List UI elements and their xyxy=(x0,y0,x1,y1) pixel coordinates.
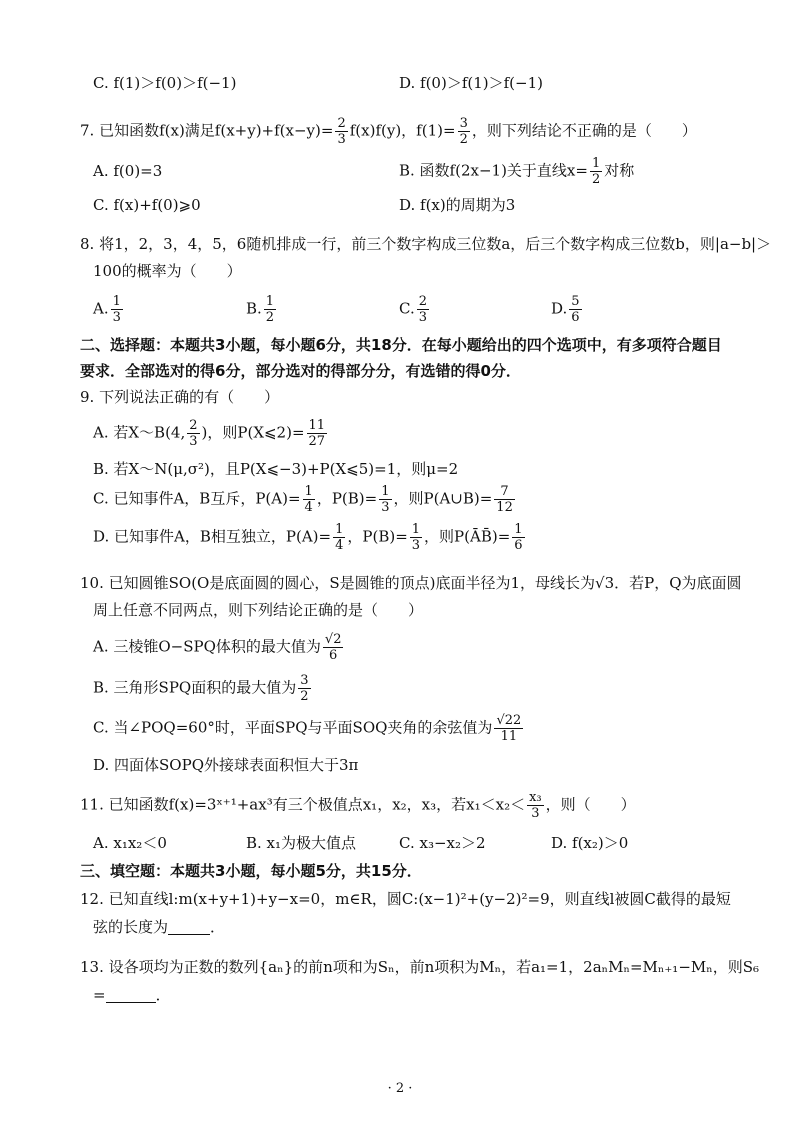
q13-stem-line2: = ． xyxy=(93,986,171,1004)
q9-option-b: B. 若X～N(μ,σ²)，且P(X⩽−3)+P(X⩽5)=1，则μ=2 xyxy=(93,460,459,478)
q9-option-a: A. 若X～B(4, $\frac{2}{3}$ )，则P(X⩽2)= $\frac{11}{27}$ xyxy=(93,418,326,449)
q13-stem-line1: 13. 设各项均为正数的数列{aₙ}的前n项和为Sₙ，前n项积为Mₙ，若a₁=1，2aₙMₙ=Mₙ₊₁−Mₙ，则S₆ xyxy=(80,958,760,976)
q8-stem-line2: 100的概率为（ ） xyxy=(93,262,242,280)
section2-header-line2: 要求．全部选对的得6分，部分选对的得部分分，有选错的得0分． xyxy=(80,362,521,380)
q7-stem: 7. 已知函数f(x)满足f(x+y)+f(x−y)= $\frac{2}{3}$ f(x)f(y)，f(1)= $\frac{3}{2}$ ，则下列结论不正确的是（ ） xyxy=(80,116,697,147)
q13-answer-blank xyxy=(106,988,156,1003)
q10-option-d: D. 四面体SOPQ外接球表面积恒大于3π xyxy=(93,756,359,774)
q7-frac-2-3: $\frac{2}{3}$ xyxy=(337,116,346,147)
q6-option-c: C. f(1)＞f(0)＞f(−1) xyxy=(93,74,237,92)
q8-stem-line1: 8. 将1，2，3，4，5，6随机排成一行，前三个数字构成三位数a，后三个数字构成三位数b，则|a−b|＞ xyxy=(80,235,772,253)
q8-option-d: D. $\frac{5}{6}$ xyxy=(551,294,580,325)
q11-option-b: B. x₁为极大值点 xyxy=(246,834,357,852)
section2-header-line1: 二、选择题：本题共3小题，每小题6分，共18分．在每小题给出的四个选项中，有多项符合题目 xyxy=(80,336,722,354)
q9-option-d: D. 已知事件A，B相互独立，P(A)= $\frac{1}{4}$ ，P(B)= $\frac{1}{3}$ ，则P(ĀB̄)= $\frac{1}{6}$ xyxy=(93,522,523,553)
q6-option-d: D. f(0)＞f(1)＞f(−1) xyxy=(399,74,543,92)
q7-option-c: C. f(x)+f(0)⩾0 xyxy=(93,196,201,214)
q10-option-c: C. 当∠POQ=60°时，平面SPQ与平面SOQ夹角的余弦值为 $\frac{√22}{11}$ xyxy=(93,713,522,744)
q12-stem-line2: 弦的长度为 ． xyxy=(93,918,226,936)
q9-option-c: C. 已知事件A，B互斥，P(A)= $\frac{1}{4}$ ，P(B)= $\frac{1}{3}$ ，则P(A∪B)= $\frac{7}{12}$ xyxy=(93,484,513,515)
q11-option-a: A. x₁x₂＜0 xyxy=(93,834,167,852)
section3-header: 三、填空题：本题共3小题，每小题5分，共15分． xyxy=(80,862,422,880)
q8-option-c: C. $\frac{2}{3}$ xyxy=(399,294,427,325)
q10-option-b: B. 三角形SPQ面积的最大值为 $\frac{3}{2}$ xyxy=(93,673,309,704)
q11-option-c: C. x₃−x₂＞2 xyxy=(399,834,486,852)
q11-stem: 11. 已知函数f(x)=3ˣ⁺¹+ax³有三个极值点x₁，x₂，x₃，若x₁＜x₂＜ $\frac{\text{x₃}}{3}$ ，则（ ） xyxy=(80,790,636,821)
q7-option-d: D. f(x)的周期为3 xyxy=(399,196,516,214)
q7-option-a: A. f(0)=3 xyxy=(93,162,163,180)
q10-stem-line1: 10. 已知圆锥SO(O是底面圆的圆心，S是圆锥的顶点)底面半径为1，母线长为√3．若P，Q为底面圆 xyxy=(80,574,742,592)
q12-stem-line1: 12. 已知直线l:m(x+y+1)+y−x=0，m∈R，圆C:(x−1)²+(y−2)²=9，则直线l被圆C截得的最短 xyxy=(80,890,731,908)
q7-frac-3-2: $\frac{3}{2}$ xyxy=(459,116,468,147)
q11-option-d: D. f(x₂)＞0 xyxy=(551,834,629,852)
q9-stem: 9. 下列说法正确的有（ ） xyxy=(80,388,280,406)
q10-stem-line2: 周上任意不同两点，则下列结论正确的是（ ） xyxy=(93,601,424,619)
q7-option-b: B. 函数f(2x−1)关于直线x= $\frac{1}{2}$ 对称 xyxy=(399,156,635,187)
q8-option-a: A. $\frac{1}{3}$ xyxy=(93,294,121,325)
q8-option-b: B. $\frac{1}{2}$ xyxy=(246,294,275,325)
q10-option-a: A. 三棱锥O−SPQ体积的最大值为 $\frac{√2}{6}$ xyxy=(93,632,342,663)
page-number: · 2 · xyxy=(387,1081,413,1096)
q12-answer-blank xyxy=(168,920,210,935)
